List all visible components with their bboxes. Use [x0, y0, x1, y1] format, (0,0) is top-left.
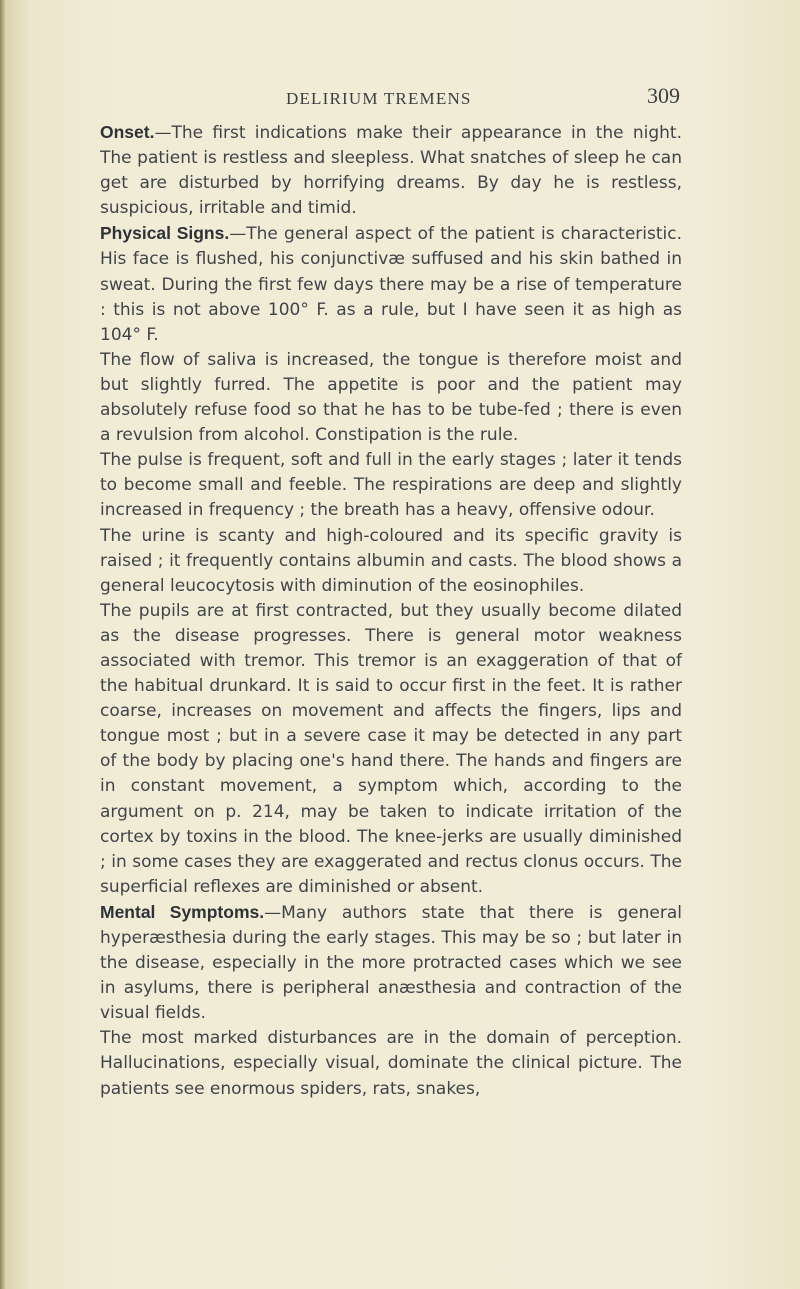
paragraph-urine — [100, 524, 682, 599]
paragraph-saliva — [100, 348, 682, 448]
paragraph-text: The urine is scanty and high-coloured and its specific gravity is raised ; it frequently contains albumin and casts. The blood shows a general leucocytosis with diminution of the eosinophiles. — [100, 525, 682, 596]
paragraph-heading: Onset. — [100, 122, 155, 142]
paragraph-onset — [100, 120, 682, 221]
paragraph-text: —Many authors state that there is general hyperæsthesia during the early stages. This may be so ; but later in the disease, especially in the more protracted cases which we see in asylums, there is peripheral anæsthesia and contraction of the visual fields. — [100, 902, 682, 1024]
paragraph-perception — [100, 1026, 682, 1101]
paragraph-heading: Physical Signs. — [100, 223, 230, 244]
body-text — [100, 120, 682, 1102]
paragraph-pupils — [100, 599, 682, 900]
running-head-title: DELIRIUM TREMENS — [286, 89, 472, 108]
paragraph-text: The most marked disturbances are in the domain of perception. Hallucinations, especially visual, dominate the clinical picture. The patients see enormous spiders, rats, snakes, — [100, 1028, 682, 1099]
paragraph-text: —The first indications make their appearance in the night. The patient is restless and sleepless. What snatches of sleep he can get are disturbed by horrifying dreams. By day he is restless, suspicious, irritable and timid. — [100, 123, 682, 219]
paragraph-text: The flow of saliva is increased, the tongue is therefore moist and but slightly furred. The appetite is poor and the patient may absolutely refuse food so that he has to be tube-fed ; there is even a revulsion from alcohol. Constipation is the rule. — [100, 349, 682, 446]
paragraph-text: —The general aspect of the patient is characteristic. His face is flushed, his conjunctivæ suffused and his skin bathed in sweat. During the first few days there may be a rise of temperature : this is not above 100° F. as a rule, but I have seen it as high as 104° F. — [100, 224, 682, 345]
paragraph-physical-signs — [100, 221, 682, 347]
paragraph-mental-symptoms — [100, 900, 682, 1026]
paragraph-text: The pulse is frequent, soft and full in the early stages ; later it tends to become small and feeble. The respirations are deep and slightly increased in frequency ; the breath has a heavy, offensive odour. — [100, 450, 682, 521]
page-number: 309 — [647, 83, 680, 108]
paragraph-text: The pupils are at first contracted, but they usually become dilated as the disease progresses. There is general motor weakness associated with tremor. This tremor is an exaggeration of that of the habitual drunkard. It is said to occur first in the feet. It is rather coarse, increases on movement and affects the fingers, lips and tongue most ; but in a severe case it may be detected in any part of the body by placing one's hand there. The hands and fingers are in constant movement, a symptom which, according to the argument on p. 214, may be taken to indicate irritation of the cortex by toxins in the blood. The knee-jerks are usually diminished ; in some cases they are exaggerated and rectus clonus occurs. The superficial reflexes are diminished or absent. — [100, 600, 682, 897]
paragraph-pulse — [100, 448, 682, 523]
running-head — [100, 83, 682, 113]
page-binding-edge — [0, 0, 6, 1289]
paragraph-heading: Mental Symptoms. — [100, 901, 265, 922]
